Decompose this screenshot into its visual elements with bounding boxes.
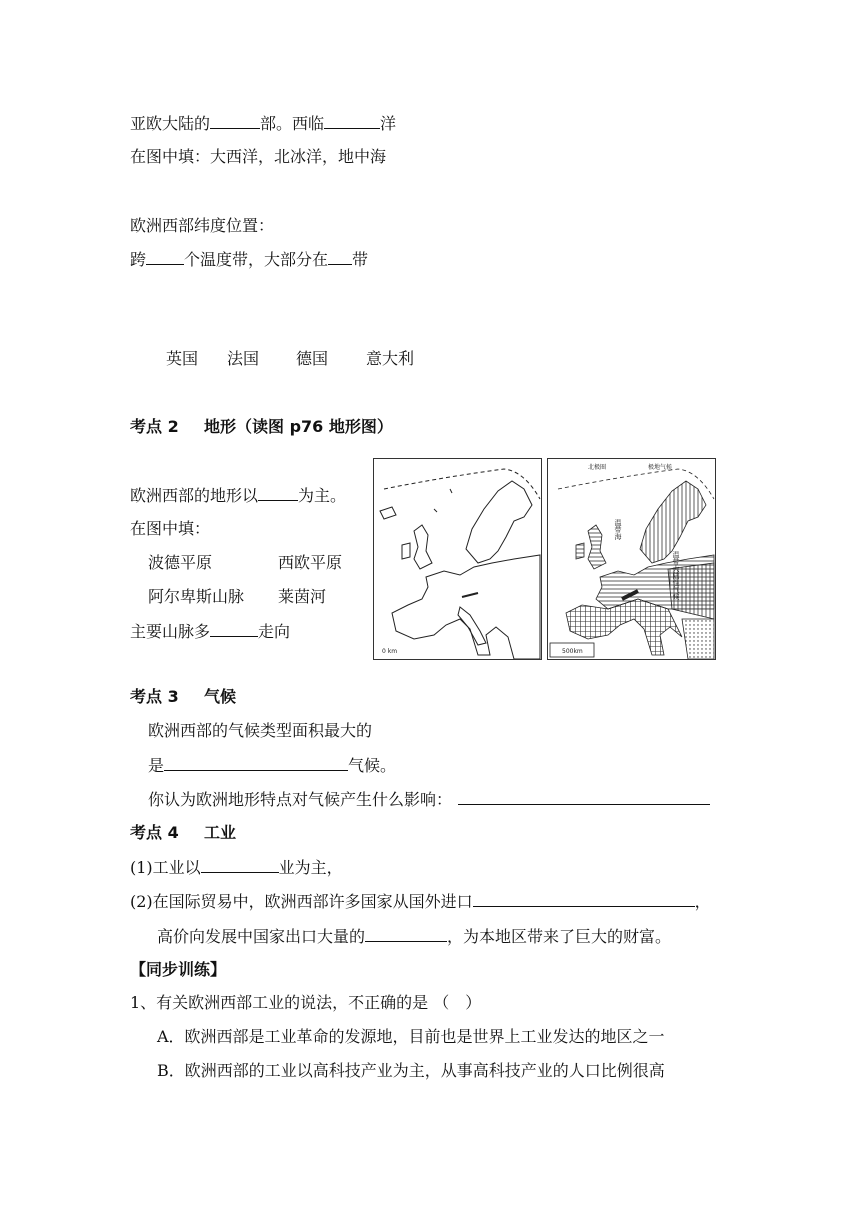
answer-blank[interactable]	[210, 620, 258, 637]
kp2-title: 考点 2	[130, 417, 179, 436]
kp2-line-1	[130, 484, 346, 507]
country-uk: 英国	[166, 349, 199, 368]
answer-blank[interactable]	[201, 856, 279, 873]
europe-outline-svg	[374, 459, 541, 659]
kp2-subtitle: 地形（读图 p76 地形图）	[204, 417, 393, 436]
text: 亚欧大陆的	[130, 114, 211, 133]
country-france: 法国	[227, 349, 260, 368]
text: 洋	[380, 114, 397, 133]
map2-scale: 500km	[562, 648, 583, 655]
intro-line-3: 欧洲西部纬度位置：	[130, 216, 275, 235]
answer-blank[interactable]	[258, 484, 298, 501]
intro-line-4	[130, 248, 368, 271]
option-b[interactable]: B．欧洲西部的工业以高科技产业为主，从事高科技产业的人口比例很高	[157, 1061, 665, 1080]
map2-label-continental: 温带大陆性气候	[672, 551, 680, 600]
intro-line-2: 在图中填：大西洋，北冰洋，地中海	[130, 147, 387, 166]
text: 业为主，	[278, 858, 343, 877]
kp3-title: 考点 3	[130, 687, 179, 706]
text: 带	[352, 250, 369, 269]
practice-heading: 【同步训练】	[130, 960, 227, 979]
country-italy: 意大利	[366, 349, 415, 368]
text: 欧洲西部的地形以	[130, 486, 259, 505]
text: (2)在国际贸易中，欧洲西部许多国家从国外进口	[130, 892, 473, 911]
map2-label-maritime: 温带海	[614, 519, 622, 540]
kp3-line-1: 欧洲西部的气候类型面积最大的	[148, 721, 373, 740]
text: 你认为欧洲地形特点对气候产生什么影响：	[148, 790, 453, 809]
text: 为主。	[298, 486, 347, 505]
map2-label-polar: 极地气候	[648, 464, 673, 471]
text: 走向	[258, 622, 291, 641]
answer-blank[interactable]	[146, 248, 184, 265]
kp2-alps: 阿尔卑斯山脉	[148, 587, 245, 606]
country-germany: 德国	[296, 349, 329, 368]
kp4-line-3	[157, 925, 671, 948]
question-1: 1、有关欧洲西部工业的说法，不正确的是 （ ）	[130, 993, 482, 1012]
europe-climate-svg	[548, 459, 715, 659]
kp2-line-5	[130, 620, 290, 643]
text: 跨	[130, 250, 147, 269]
answer-blank[interactable]	[328, 248, 352, 265]
intro-line-1	[130, 112, 396, 135]
answer-blank[interactable]	[164, 754, 348, 771]
text: 高价向发展中国家出口大量的	[157, 927, 366, 946]
answer-blank[interactable]	[210, 112, 260, 129]
kp2-rhine: 莱茵河	[278, 587, 327, 606]
kp4-subtitle: 工业	[204, 823, 237, 842]
text: 主要山脉多	[130, 622, 211, 641]
kp2-line-2: 在图中填：	[130, 519, 211, 538]
text: ，为本地区带来了巨大的财富。	[447, 927, 672, 946]
map1-scale: 0 km	[382, 648, 398, 655]
europe-outline-map	[373, 458, 542, 660]
answer-blank[interactable]	[458, 788, 710, 805]
text: 个温度带，大部分在	[184, 250, 329, 269]
text: (1)工业以	[130, 858, 201, 877]
text: ，	[694, 892, 711, 911]
kp3-line-3	[148, 788, 710, 811]
kp3-line-2	[148, 754, 396, 777]
europe-climate-map	[547, 458, 716, 660]
kp4-line-1	[130, 856, 343, 879]
text: 部。西临	[260, 114, 325, 133]
answer-blank[interactable]	[365, 925, 447, 942]
map2-label-arctic: 北极圈	[588, 464, 607, 471]
answer-blank[interactable]	[324, 112, 380, 129]
kp2-plain-west: 西欧平原	[278, 553, 343, 572]
kp3-subtitle: 气候	[204, 687, 237, 706]
text: 是	[148, 756, 165, 775]
kp4-line-2	[130, 890, 711, 913]
option-a[interactable]: A．欧洲西部是工业革命的发源地，目前也是世界上工业发达的地区之一	[157, 1027, 665, 1046]
kp2-plain-polish: 波德平原	[148, 553, 213, 572]
text: 气候。	[348, 756, 397, 775]
answer-blank[interactable]	[473, 890, 695, 907]
kp4-title: 考点 4	[130, 823, 179, 842]
